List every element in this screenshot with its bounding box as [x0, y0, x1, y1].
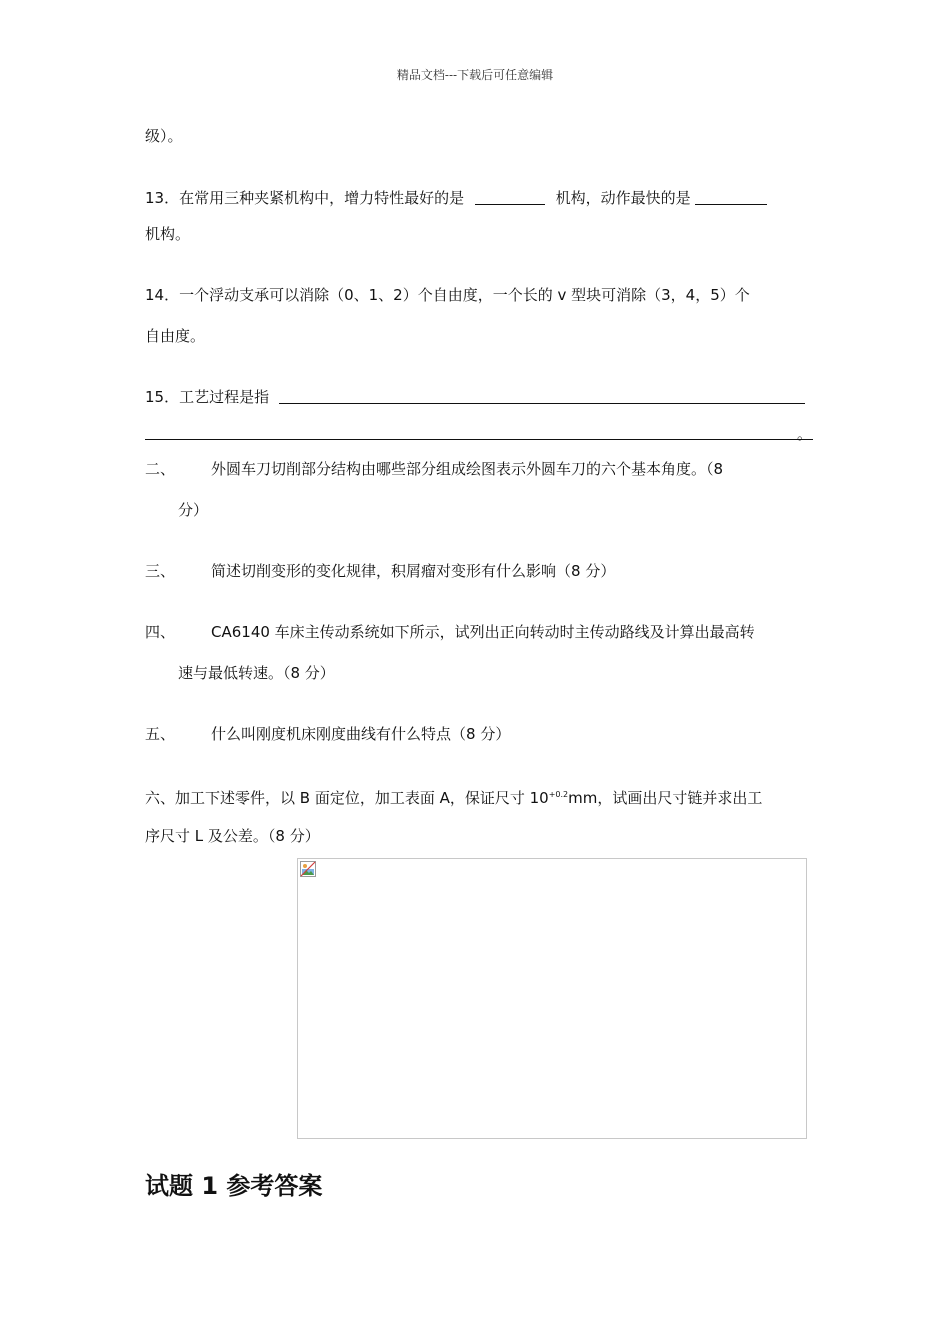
- section-3-line1: [145, 561, 615, 581]
- section-6-line1: [145, 785, 762, 808]
- section-4-line2: 速与最低转速。（8 分）: [178, 664, 335, 682]
- section-5-number: 五、: [145, 725, 176, 743]
- section-6-text-2: mm，试画出尺寸链并求出工: [568, 789, 763, 807]
- figure-placeholder: [297, 858, 807, 1139]
- section-2-line1: [145, 459, 723, 479]
- question-15-line1: 15．工艺过程是指: [145, 388, 270, 406]
- section-5-line1: [145, 724, 510, 744]
- section-6-line2: 序尺寸 L 及公差。（8 分）: [145, 827, 320, 845]
- question-13-line1: [145, 188, 767, 208]
- q13-blank-2[interactable]: [695, 190, 767, 205]
- section-3-number: 三、: [145, 562, 176, 580]
- q15-answer-line-2[interactable]: [145, 439, 813, 440]
- page-header: 精品文档---下载后可任意编辑: [396, 68, 554, 82]
- question-13-line2: 机构。: [145, 225, 191, 243]
- answer-section-title: 试题 1 参考答案: [145, 1172, 323, 1200]
- section-2-number: 二、: [145, 460, 176, 478]
- section-2-text: 外圆车刀切削部分结构由哪些部分组成绘图表示外圆车刀的六个基本角度。（8: [211, 460, 724, 478]
- section-6-text-1: 六、加工下述零件，以 B 面定位，加工表面 A，保证尺寸 10: [145, 789, 549, 807]
- q13-text-1: 13．在常用三种夹紧机构中，增力特性最好的是: [145, 189, 465, 207]
- q13-blank-1[interactable]: [475, 190, 545, 205]
- section-3-text: 简述切削变形的变化规律，积屑瘤对变形有什么影响（8 分）: [211, 562, 616, 580]
- q15-answer-line-1[interactable]: [279, 403, 805, 404]
- broken-image-icon: [300, 861, 316, 877]
- q15-period: 。: [797, 425, 813, 443]
- text-line-continuation: 级）。: [145, 127, 183, 145]
- section-2-line2: 分）: [178, 501, 209, 519]
- section-4-text: CA6140 车床主传动系统如下所示，试列出正向转动时主传动路线及计算出最高转: [211, 623, 755, 641]
- section-4-line1: [145, 622, 755, 642]
- section-5-text: 什么叫刚度机床刚度曲线有什么特点（8 分）: [211, 725, 511, 743]
- section-6-superscript: +0.2: [548, 790, 569, 799]
- question-14-line2: 自由度。: [145, 327, 206, 345]
- q13-text-2: 机构，动作最快的是: [555, 189, 691, 207]
- question-14-line1: 14．一个浮动支承可以消除（0、1、2）个自由度，一个长的 v 型块可消除（3，4，5）个: [145, 286, 750, 304]
- section-4-number: 四、: [145, 623, 176, 641]
